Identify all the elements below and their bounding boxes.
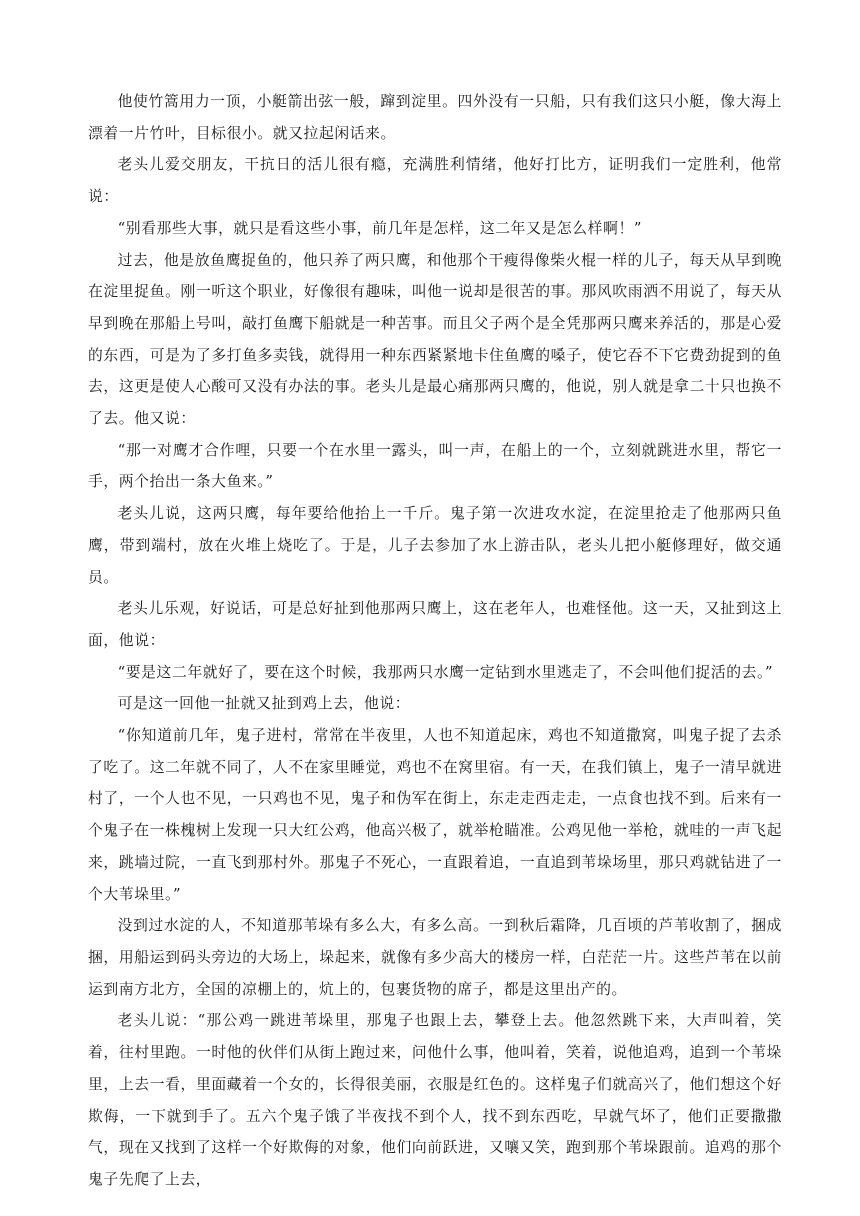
paragraph: “你知道前几年，鬼子进村，常常在半夜里，人也不知道起床，鸡也不知道撒窝，叫鬼子捉了去杀了吃了。这二年就不同了，人不在家里睡觉，鸡也不在窝里宿。有一天，在我们镇上，鬼子一清早就进村了，一个人也不见，一只鸡也不见，鬼子和伪军在街上，东走走西走走，一点食也找不到。后来有一个鬼子在一株槐树上发现一只大红公鸡，他高兴极了，就举枪瞄准。公鸡见他一举枪，就哇的一声飞起来，跳墙过院，一直飞到那村外。那鬼子不死心，一直跟着追，一直追到苇垛场里，那只鸡就钻进了一个大苇垛里。” <box>88 727 782 903</box>
paragraph: “要是这二年就好了，要在这个时候，我那两只水鹰一定钻到水里逃走了，不会叫他们捉活的去。” <box>117 663 774 681</box>
paragraph: 老头儿爱交朋友，干抗日的活儿很有瘾，充满胜利情绪，他好打比方，证明我们一定胜利，他常说： <box>88 156 782 206</box>
paragraph: 老头儿说：“那公鸡一跳进苇垛里，那鬼子也跟上去，攀登上去。他忽然跳下来，大声叫着，笑着，往村里跑。一时他的伙伴们从街上跑过来，问他什么事，他叫着，笑着，说他追鸡，追到一个苇垛里，上去一看，里面藏着一个女的，长得很美丽，衣服是红色的。这样鬼子们就高兴了，他们想这个好欺侮，一下就到手了。五六个鬼子饿了半夜找不到个人，找不到东西吃，早就气坏了，他们正要撒撒气，现在又找到了这样一个好欺侮的对象，他们向前跃进，又嚷又笑，跑到那个苇垛跟前。追鸡的那个鬼子先爬了上去， <box>88 1012 782 1188</box>
paragraph: “那一对鹰才合作哩，只要一个在水里一露头，叫一声，在船上的一个，立刻就跳进水里，帮它一手，两个抬出一条大鱼来。” <box>88 441 782 491</box>
paragraph: 老头儿乐观，好说话，可是总好扯到他那两只鹰上，这在老年人，也难怪他。这一天，又扯到这上面，他说： <box>88 600 782 649</box>
paragraph: 老头儿说，这两只鹰，每年要给他抬上一千斤。鬼子第一次进攻水淀，在淀里抢走了他那两只鱼鹰，带到端村，放在火堆上烧吃了。于是，儿子去参加了水上游击队，老头儿把小艇修理好，做交通员。 <box>88 505 782 586</box>
paragraph: 没到过水淀的人，不知道那苇垛有多么大，有多么高。一到秋后霜降，几百顷的芦苇收割了，捆成捆，用船运到码头旁边的大场上，垛起来，就像有多少高大的楼房一样，白茫茫一片。这些芦苇在以前运到南方北方，全国的凉棚上的，炕上的，包裹货物的席子，都是这里出产的。 <box>88 917 782 998</box>
paragraph: “别看那些大事，就只是看这些小事，前几年是怎样，这二年又是怎么样啊！” <box>117 219 643 237</box>
paragraph: 过去，他是放鱼鹰捉鱼的，他只养了两只鹰，和他那个干瘦得像柴火棍一样的儿子，每天从早到晚在淀里捉鱼。刚一听这个职业，好像很有趣味，叫他一说却是很苦的事。那风吹雨洒不用说了，每天从早到晚在那船上号叫，敲打鱼鹰下船就是一种苦事。而且父子两个是全凭那两只鹰来养活的，那是心爱的东西，可是为了多打鱼多卖钱，就得用一种东西紧紧地卡住鱼鹰的嗓子，使它吞不下它费劲捉到的鱼去，这更是使人心酸可又没有办法的事。老头儿是最心痛那两只鹰的，他说，别人就是拿二十只也换不了去。他又说： <box>88 251 782 428</box>
paragraph: 可是这一回他一扯就又扯到鸡上去，他说： <box>117 695 411 713</box>
article-body <box>88 86 782 1196</box>
paragraph: 他使竹篙用力一顶，小艇箭出弦一般，蹿到淀里。四外没有一只船，只有我们这只小艇，像大海上漂着一片竹叶，目标很小。就又拉起闲话来。 <box>88 93 782 142</box>
